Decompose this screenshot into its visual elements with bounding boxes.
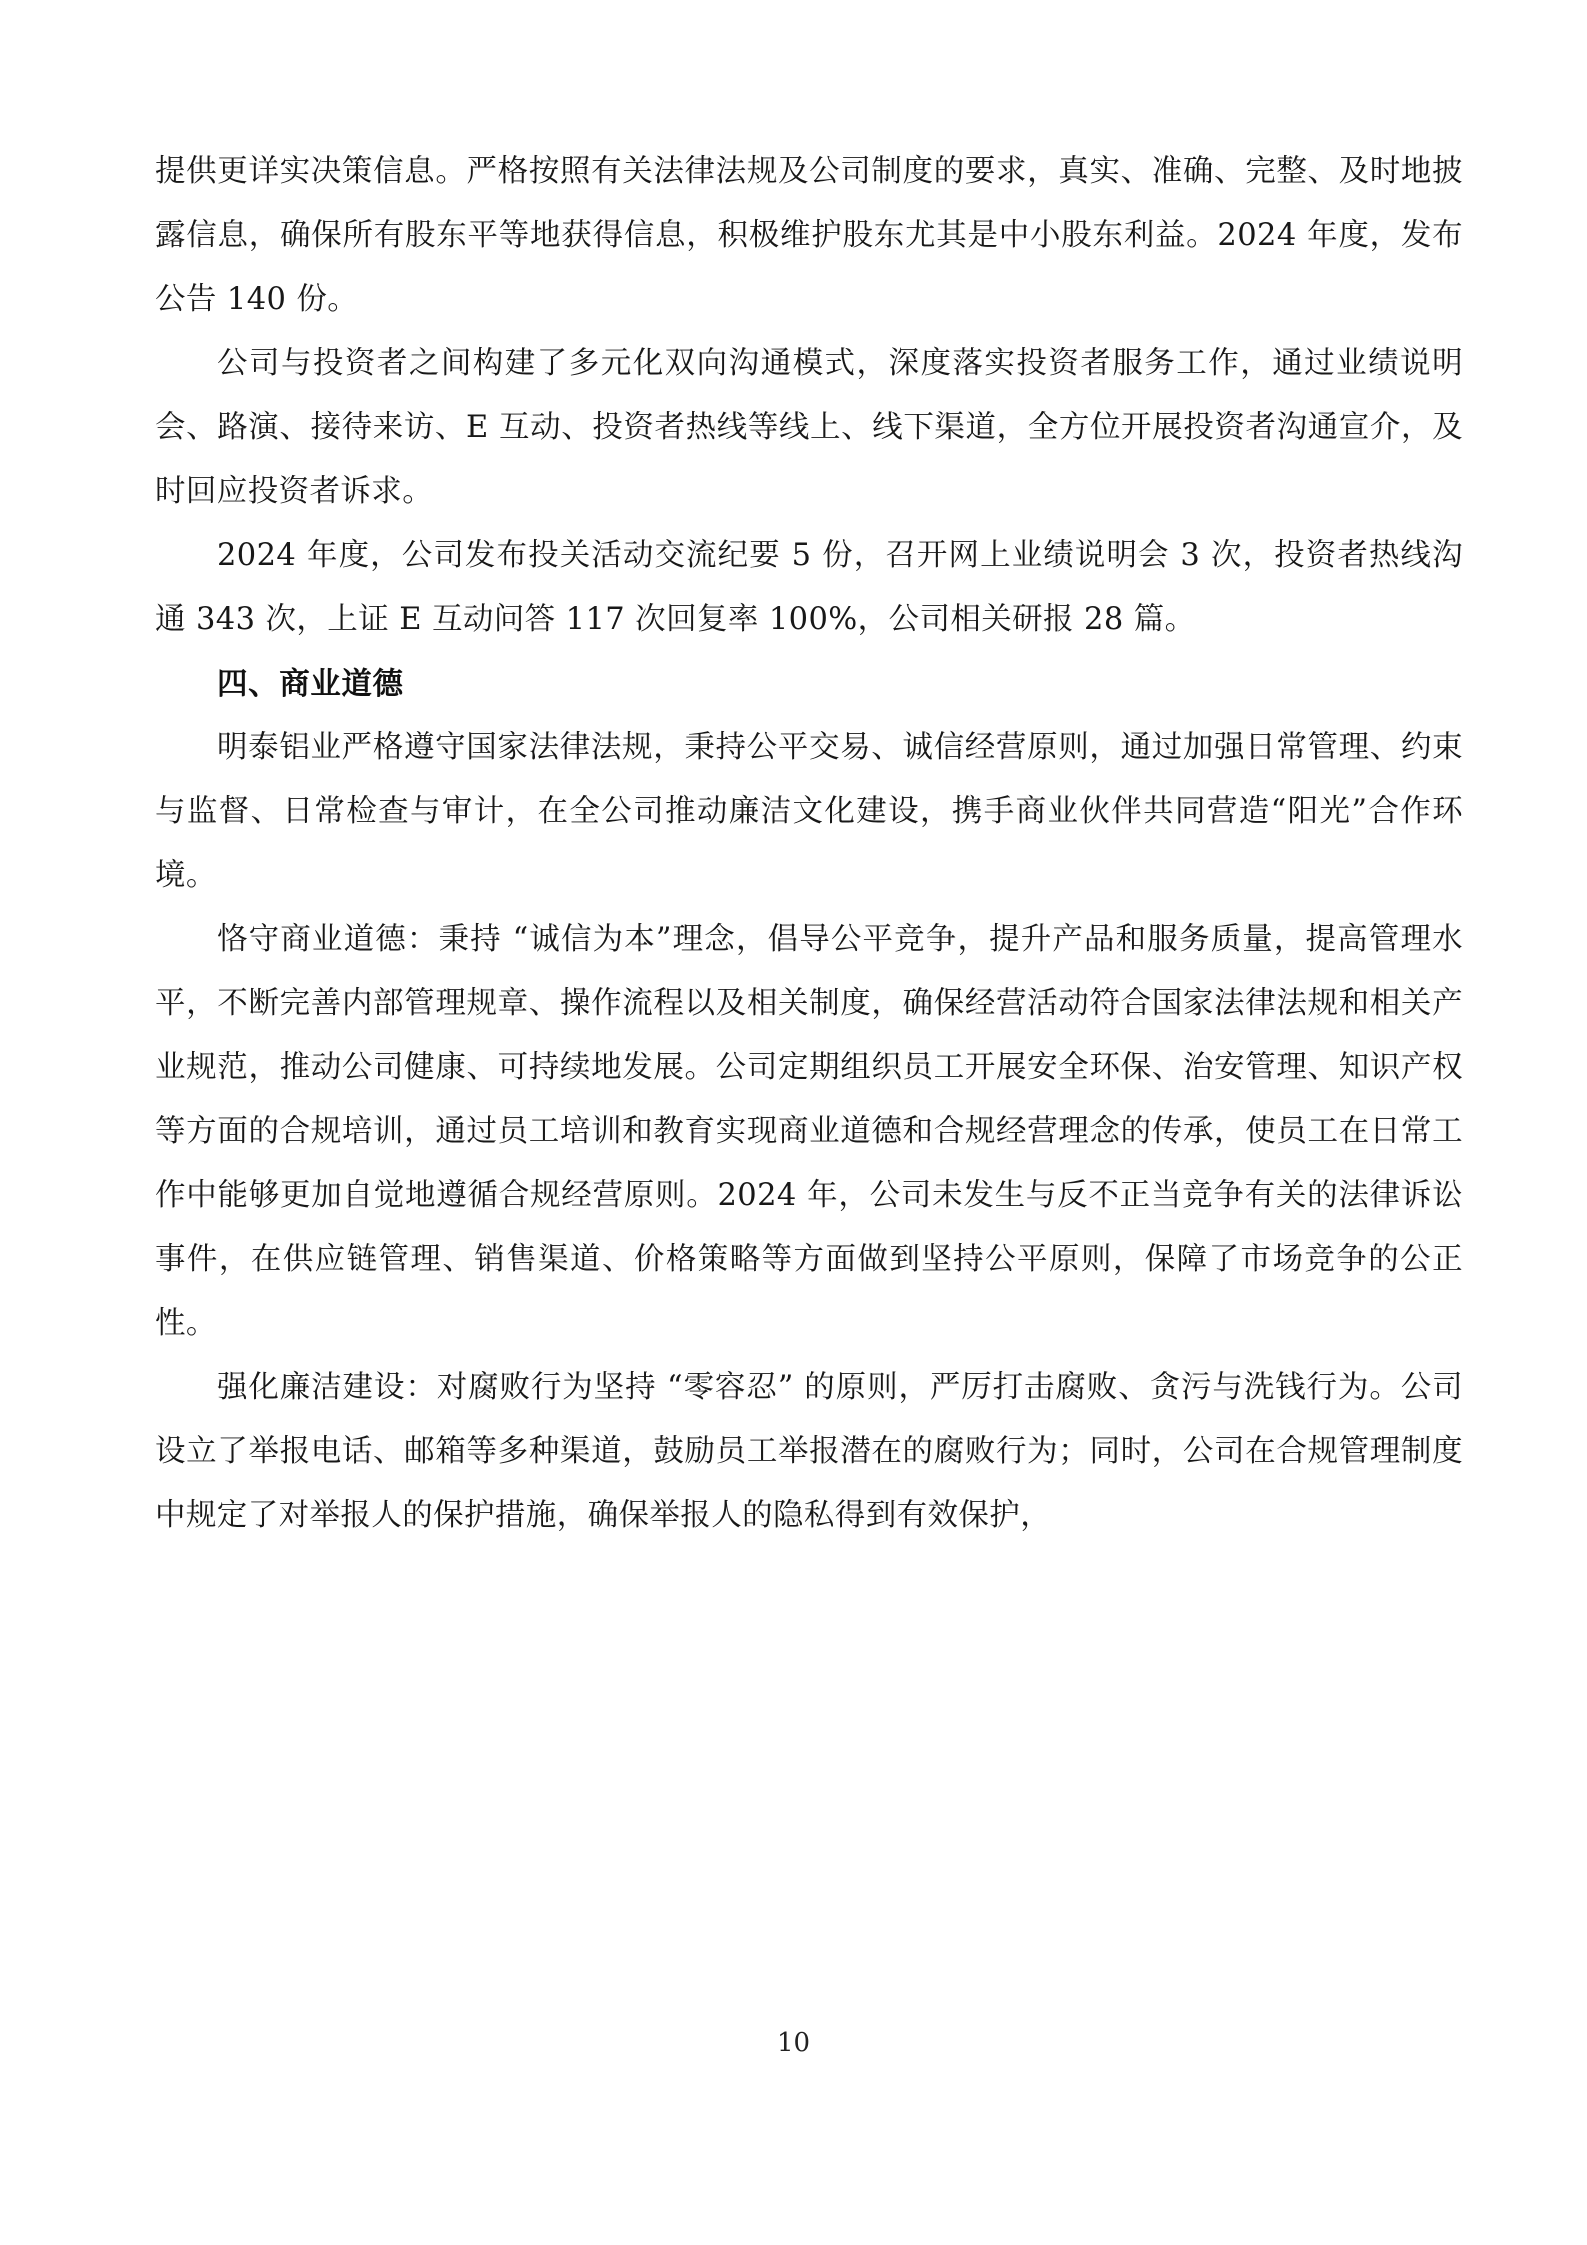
paragraph-business-ethics-intro: 明泰铝业严格遵守国家法律法规，秉持公平交易、诚信经营原则，通过加强日常管理、约束与监督、日常检查与审计，在全公司推动廉洁文化建设，携手商业伙伴共同营造“阳光”合作环境。 — [155, 730, 1463, 893]
page-text-content — [155, 140, 1463, 1548]
paragraph-adhering-to-business-ethics: 恪守商业道德：秉持 “诚信为本”理念，倡导公平竞争，提升产品和服务质量，提高管理水平，不断完善内部管理规章、操作流程以及相关制度，确保经营活动符合国家法律法规和相关产业规范，推动公司健康、可持续地发展。公司定期组织员工开展安全环保、治安管理、知识产权等方面的合规培训，通过员工培训和教育实现商业道德和合规经营理念的传承，使员工在日常工作中能够更加自觉地遵循合规经营原则。2024 年，公司未发生与反不正当竞争有关的法律诉讼事件，在供应链管理、销售渠道、价格策略等方面做到坚持公平原则，保障了市场竞争的公正性。 — [155, 922, 1463, 1341]
page-number: 10 — [776, 2028, 811, 2058]
section-heading-business-ethics: 四、商业道德 — [217, 666, 404, 702]
paragraph-investor-communication-channels: 公司与投资者之间构建了多元化双向沟通模式，深度落实投资者服务工作，通过业绩说明会、路演、接待来访、E 互动、投资者热线等线上、线下渠道，全方位开展投资者沟通宣介，及时回应投资者诉求。 — [155, 346, 1463, 509]
paragraph-strengthening-integrity-building: 强化廉洁建设：对腐败行为坚持 “零容忍” 的原则，严厉打击腐败、贪污与洗钱行为。公司设立了举报电话、邮箱等多种渠道，鼓励员工举报潜在的腐败行为；同时，公司在合规管理制度中规定了对举报人的保护措施，确保举报人的隐私得到有效保护， — [155, 1370, 1463, 1533]
paragraph-information-disclosure: 提供更详实决策信息。严格按照有关法律法规及公司制度的要求，真实、准确、完整、及时地披露信息，确保所有股东平等地获得信息，积极维护股东尤其是中小股东利益。2024 年度，发布公告 140 份。 — [155, 154, 1463, 317]
paragraph-investor-relations-statistics: 2024 年度，公司发布投关活动交流纪要 5 份，召开网上业绩说明会 3 次，投资者热线沟通 343 次，上证 E 互动问答 117 次回复率 100%，公司相关研报 28 篇。 — [155, 538, 1463, 637]
